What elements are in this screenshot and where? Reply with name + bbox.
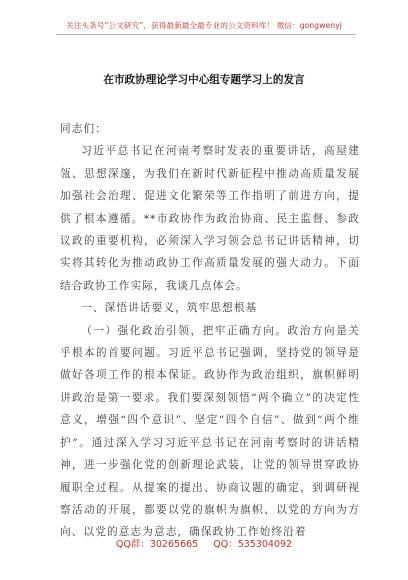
document-body <box>60 118 360 544</box>
paragraph-intro: 习近平总书记在河南考察时发表的重要讲话，高屋建瓴、思想深邃，为我们在新时代新征程中推动高质量发展加强社会治理、促进文化繁荣等工作指明了前进方向，提供了根本遵循。**市政协作为政治协商、民主监督、参政议政的重要机构，必须深入学习领会总书记讲话精神，切实将其转化为推动政协工作高质量发展的强大动力。下面结合政协工作实际，我谈几点体会。 <box>60 145 360 292</box>
section-heading: 一、深悟讲话要义，筑牢思想根基 <box>81 302 258 315</box>
footer-contact <box>0 536 408 550</box>
header-banner: 关注头条号“公文研究”，获得最新最全最专业的公文资料库！ 微信：gongwenyj <box>66 21 342 30</box>
document-title: 在市政协理论学习中心组专题学习上的发言 <box>103 74 305 86</box>
header-divider <box>56 34 356 35</box>
salutation: 同志们： <box>60 123 107 135</box>
footer-qq-number: QQ：535304092 <box>213 539 293 550</box>
paragraph-1: （一）强化政治引领，把牢正确方向。政治方向是关乎根本的首要问题。习近平总书记强调，坚持党的领导是做好各项工作的根本保证。政协作为政治组织，旗帜鲜明讲政治是第一要求。我们要深刻领悟“两个确立”的决定性意义，增强“四个意识”、坚定“四个自信”、做到“两个维护”。通过深入学习习近平总书记在河南考察时的讲话精神，进一步强化党的创新理论武装，让党的领导贯穿政协履职全过程。从提案的提出、协商议题的确定，到调研视察活动的开展，都要以党的旗帜为旗帜、以党的方向为方向、以党的意志为意志，确保政协工作始终沿着 <box>60 324 360 539</box>
footer-qq-group: QQ群：30265665 <box>115 539 199 550</box>
